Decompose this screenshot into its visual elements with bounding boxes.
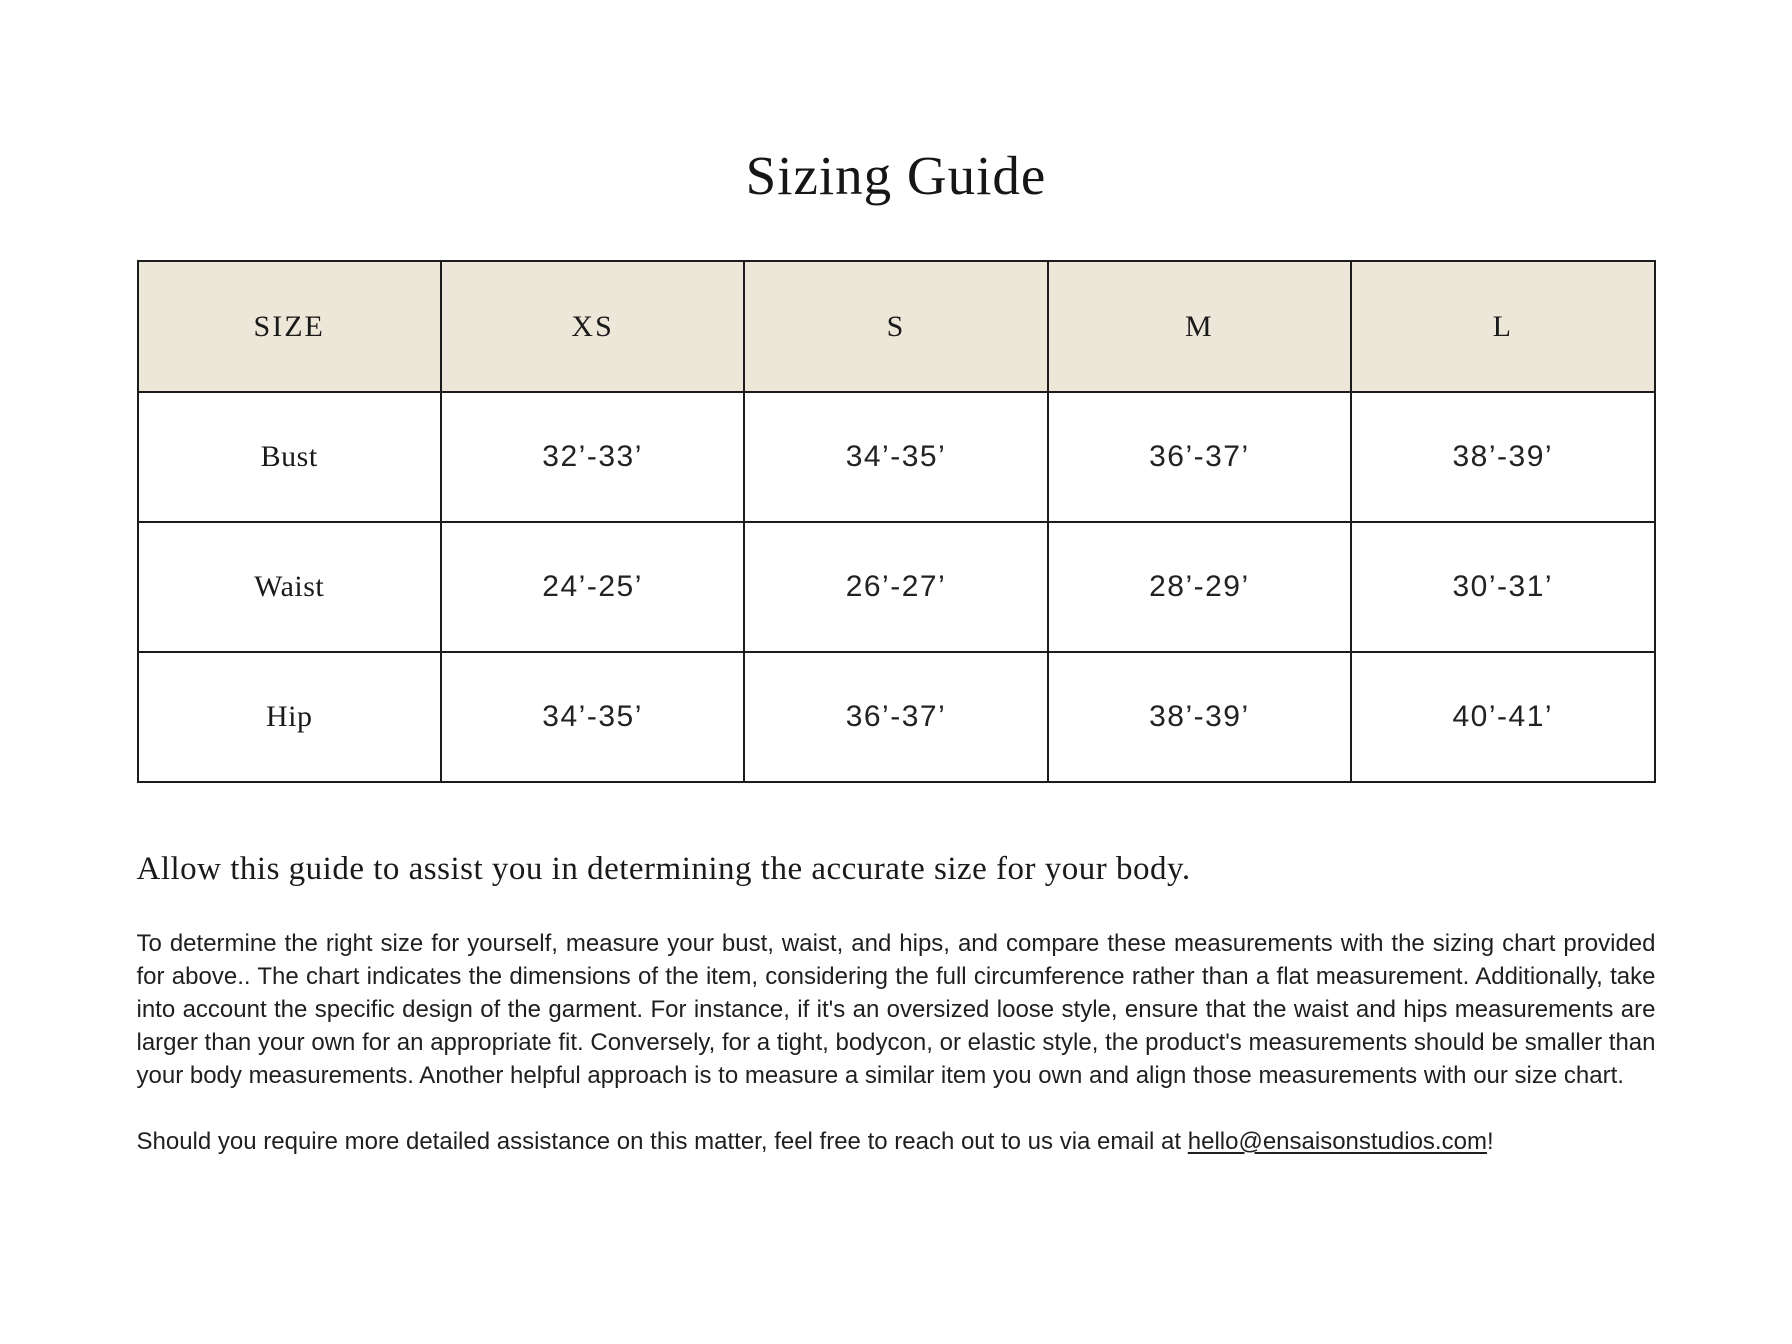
row-label-bust: Bust xyxy=(138,392,441,522)
header-cell-s: S xyxy=(744,261,1047,392)
table-row-bust xyxy=(138,392,1655,522)
cell-waist-l: 30’-31’ xyxy=(1351,522,1654,652)
page-title: Sizing Guide xyxy=(745,145,1047,206)
table-row-hip xyxy=(138,652,1655,782)
header-cell-size: SIZE xyxy=(138,261,441,392)
header-cell-m: M xyxy=(1048,261,1351,392)
contact-text-prefix: Should you require more detailed assistance on this matter, feel free to reach out to us via email at xyxy=(136,1127,1188,1155)
size-table xyxy=(137,260,1656,783)
cell-bust-s: 34’-35’ xyxy=(744,392,1047,522)
cell-hip-l: 40’-41’ xyxy=(1351,652,1654,782)
cell-hip-xs: 34’-35’ xyxy=(441,652,744,782)
guide-subtitle: Allow this guide to assist you in determining the accurate size for your body. xyxy=(136,851,1191,887)
cell-bust-m: 36’-37’ xyxy=(1048,392,1351,522)
header-cell-l: L xyxy=(1351,261,1654,392)
contact-text-suffix: ! xyxy=(1486,1127,1494,1155)
cell-waist-xs: 24’-25’ xyxy=(441,522,744,652)
size-table-header-row xyxy=(138,261,1655,392)
content-area xyxy=(137,260,1656,1158)
table-row-waist xyxy=(138,522,1655,652)
row-label-waist: Waist xyxy=(138,522,441,652)
cell-waist-s: 26’-27’ xyxy=(744,522,1047,652)
header-cell-xs: XS xyxy=(441,261,744,392)
sizing-instructions: To determine the right size for yourself, measure your bust, waist, and hips, and compare these measurements with the sizing chart provided for above.. The chart indicates the dimensions of the item, considering the full circumference rather than a flat measurement. Additionally, take into account the specific design of the garment. For instance, if it's an oversized loose style, ensure that the waist and hips measurements are larger than your own for an appropriate fit. Conversely, for a tight, bodycon, or elastic style, the product's measurements should be smaller than your body measurements. Another helpful approach is to measure a similar item you own and align those measurements with our size chart. xyxy=(136,929,1656,1089)
cell-bust-l: 38’-39’ xyxy=(1351,392,1654,522)
cell-hip-m: 38’-39’ xyxy=(1048,652,1351,782)
contact-email-link[interactable]: hello@ensaisonstudios.com xyxy=(1187,1127,1487,1155)
contact-note xyxy=(137,1125,1656,1158)
cell-hip-s: 36’-37’ xyxy=(744,652,1047,782)
cell-waist-m: 28’-29’ xyxy=(1048,522,1351,652)
cell-bust-xs: 32’-33’ xyxy=(441,392,744,522)
row-label-hip: Hip xyxy=(138,652,441,782)
